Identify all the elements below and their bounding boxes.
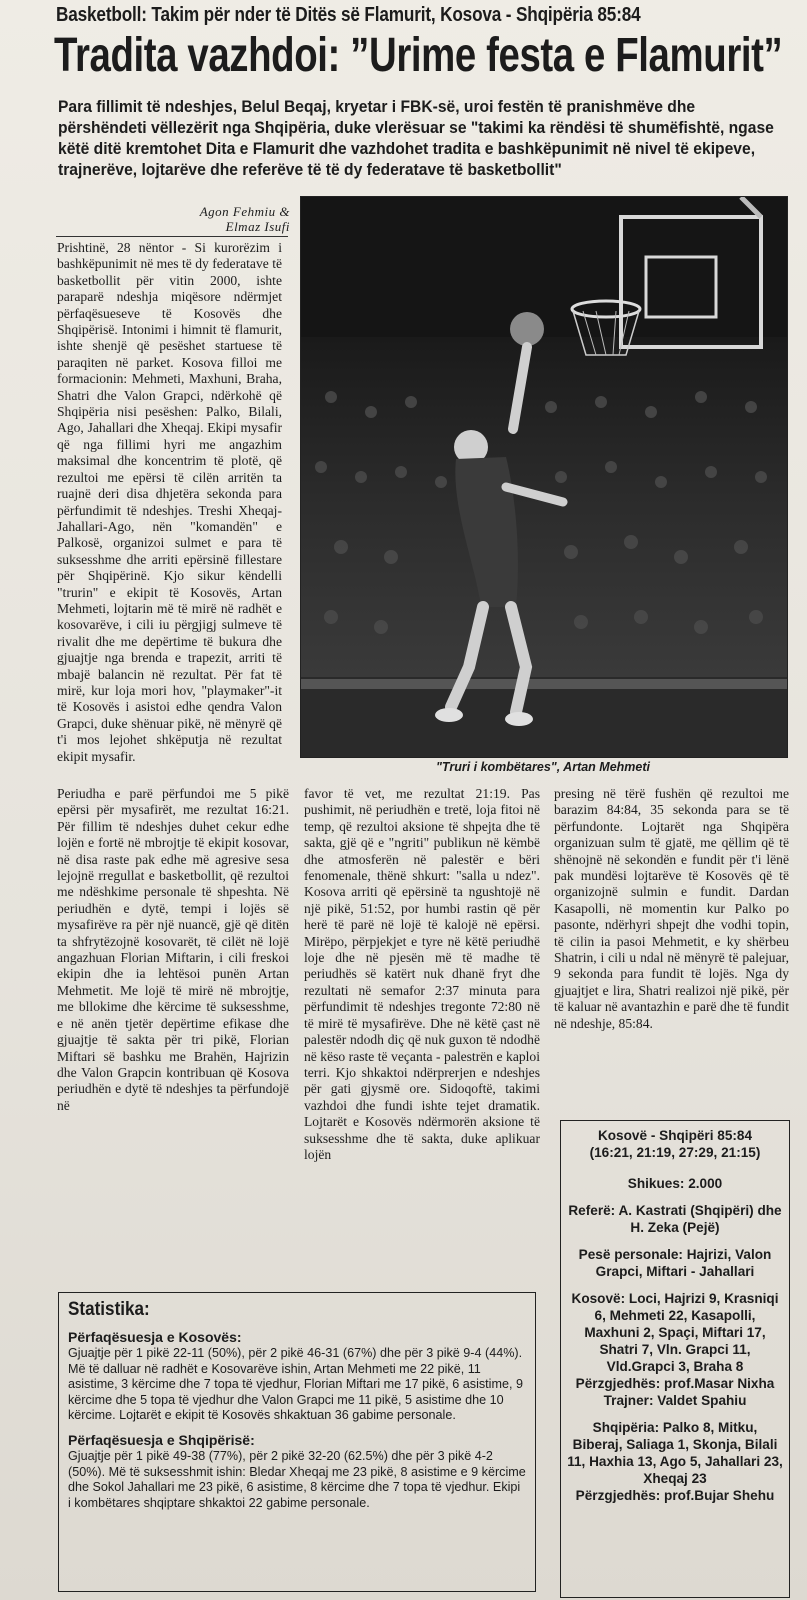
body-text: Periudha e parë përfundoi me 5 pikë epërsi për mysafirët, me rezultat 16:21. Për fillim të ndeshjes duhet cekur edhe lojën e fortë në mbrojtje të ekipit kosovar, në disa raste pak edhe më agresive sesa lejojnë rregullat e basketbollit, që rezultoi me ndëshkime personale të shpeshta. Në periudhën e dytë, tempi i lojës së mysafirëve ra për një nuancë, gjë që ditën ta shfrytëzojnë kosovarët, të cilët në lojë angazhuan Florian Miftarin, i cili freskoi ekipin dhe ia lehtësoi punën Artan Mehmetit. Me lojë të mirë në mbrojtje, me bllokime dhe kërcime të suksesshme, e në anën tjetër depërtime efikase dhe gjuajtje të sakta për tri pikë, Florian Miftari së bashku me Brahën, Hajrizin dhe Valon Grapcin kontribuan që Kosova periudhën e dytë të ndeshjes ta përfundojë në	[57, 786, 289, 1113]
kosova-players: Kosovë: Loci, Hajrizi 9, Krasniqi 6, Mehmeti 22, Kasapolli, Maxhuni 2, Spaçi, Miftari 17, Shatri 7, Vln. Grapci 11, Vld.Grapci 3, Braha 8	[571, 1291, 779, 1374]
body-text: Prishtinë, 28 nëntor - Si kurorëzim i bashkëpunimit në mes të dy federatave të basketbollit për vitin 2000, ishte paraparë ndeshja miqësore ndërmjet përfaqësueseve të Kosovës dhe Shqipërisë. Intonimi i himnit të flamurit, ishte shenjë që pesëshet startuese të paraqiten në parket. Kosova filloi me formacionin: Mehmeti, Maxhuni, Braha, Shatri dhe Valon Grapci, ndërkohë që Shqipëria nisi pesëshen: Palko, Bilali, Ago, Jahallari dhe Xheqaj. Ekipi mysafir që nga fillimi hyri me angazhim maksimal dhe koncentrim të plotë, që rezultoi me epërsi të cilën arritën ta ruajnë deri disa dhjetëra sekonda para përfundimit të ndeshjes. Treshi Xheqaj-Jahallari-Ago, nën "komandën" e Palkosë, organizoi sulmet e para të suksesshme dhe arriti epërsinë fillestare për Shqipërinë. Kjo sikur këndelli "trurin" e ekipit të Kosovës, Artan Mehmeti, lojtarin më të mirë në radhët e kosovarëve, i cili iu përgjigj sulmeve të rivalit dhe me depërtime të bukura dhe gjuajtje nga brenda e trapezit, arriti të mbajë balancin në rezultat. Për fat të mirë, kur loja mori hov, "playmaker"-it të Kosovës i asistoi edhe qendra Valon Grapci, duke shënuar pikë, në mënyrë që t'i mos lejohet shkëputja në rezultat ekipit mysafir.	[57, 240, 282, 764]
statistics-title: Statistika:	[68, 1299, 150, 1320]
photo-caption: "Truri i kombëtares", Artan Mehmeti	[436, 760, 650, 774]
kosova-selector: Përzgjedhës: prof.Masar Nixha	[575, 1376, 775, 1391]
body-column-3	[554, 786, 789, 1032]
fouled-out: Pesë personale: Hajrizi, Valon Grapci, Miftari - Jahallari	[578, 1247, 772, 1279]
albania-stats-title: Përfaqësuesja e Shqipërisë:	[68, 1431, 255, 1448]
article-headline: Tradita vazhdoi: ”Urime festa e Flamurit”	[54, 29, 783, 82]
match-score-header	[567, 1127, 783, 1161]
body-column-1-top	[57, 240, 282, 765]
referees: Referë: A. Kastrati (Shqipëri) dhe H. Zeka (Pejë)	[568, 1203, 782, 1235]
albania-lineup	[567, 1419, 783, 1504]
article-lead: Para fillimit të ndeshjes, Belul Beqaj, kryetar i FBK-së, uroi festën të pranishmëve dhe përshëndeti vëllezërit nga Shqipëria, duke vlerësuar se "takimi ka rëndësi të shumëfishtë, ngase këtë ditë kremtohet Dita e Flamurit dhe vazhdohet tradita e bashkëpunimit në nivel të ekipeve, trajnerëve, lojtarëve dhe referëve të të dy federatave të basketbollit"	[58, 97, 774, 179]
body-text: presing në tërë fushën që rezultoi me barazim 84:84, 35 sekonda para se të përfundonte. Lojtarët nga Shqipëra organizuan sulm të gjatë, me qëllim që të shënojnë në sekondën e fundit për t'i lënë pak mundësi lojtarëve të Kosovës që të organizojnë sulmin e fundit. Dardan Kasapolli, në momentin kur Palko po pasonte, ndërhyri shpejt dhe vodhi topin, të cilin ia pasoi Mehmetit, e ky shërbeu Shatrin, i cili u ndal në mënyrë të palejuar, 9 sekonda para fundit të lojës. Nga dy gjuajtjet e lira, Shatri realizoi një pikë, për të kaluar në avantazhin e parë dhe të fundit në ndeshje, 85:84.	[554, 786, 789, 1031]
statistics-box	[58, 1292, 536, 1592]
albania-selector: Përzgjedhës: prof.Bujar Shehu	[575, 1488, 775, 1503]
body-column-1-bottom	[57, 786, 289, 1114]
kosova-lineup	[567, 1290, 783, 1409]
spectators: Shikues: 2.000	[627, 1176, 723, 1191]
byline-rule	[56, 236, 288, 237]
article-kicker: Basketboll: Takim për nder të Ditës së Flamurit, Kosova - Shqipëria 85:84	[56, 4, 641, 26]
kosova-stats-text: Gjuajtje për 1 pikë 22-11 (50%), për 2 pikë 46-31 (67%) dhe për 3 pikë 9-4 (44%). Më të dalluar në radhët e Kosovarëve ishin, Artan Mehmeti me 22 pikë, 11 asistime, 3 kërcime dhe 7 topa të vjedhur, Florian Miftari me 17 pikë, 6 asistime, 9 kërcime dhe 5 topa të vjedhur dhe Valon Grapci me 11 pikë, 5 asistime dhe 10 kërcime. Lojtarët e ekipit të Kosovës shkaktuan 36 gabime personale.	[68, 1346, 523, 1423]
match-score: Kosovë - Shqipëri 85:84	[597, 1128, 753, 1143]
kosova-stats-title: Përfaqësuesja e Kosovës:	[68, 1329, 242, 1345]
byline-author-2: Elmaz Isufi	[225, 219, 290, 234]
photo-illustration	[301, 197, 787, 757]
body-text: favor të vet, me rezultat 21:19. Pas pushimit, në periudhën e tretë, loja fitoi në temp, që rezultoi aksione të shpejta dhe të sakta, gjë që e "ngriti" publikun në këmbë dhe atmosferën në palestër e bëri fenomenale, thënë shkurt: "salla u ndez". Kosova arriti që epërsinë ta ngushtojë në një pikë, 51:52, por humbi rastin që për herë të parë në lojë të kalojë në epërsi. Mirëpo, përpjekjet e tyre në këtë periudhë loje dhe në pjesën më të madhe të periudhës së katërt nuk dhanë fryt dhe rezultati në semafor 2:37 minuta para përfundimit të ndeshjes tregonte 72:80 në të mirë të mysafirëve. Dhe në këtë çast në palestër ndodh diç që nuk guxon të ndodhë në këso raste të veçanta - palestrën e kaploi terri. Kjo shkaktoi ndërprerjen e ndeshjes për gati gjysmë ore. Sidoqoftë, takimi vazhdoi dhe fundi ishte tejet dramatik. Lojtarët e Kosovës ndërmorën aksione të suksesshme dhe të sakta, duke aplikuar lojën	[304, 786, 540, 1162]
kosova-coach: Trajner: Valdet Spahiu	[603, 1393, 747, 1408]
period-scores: (16:21, 21:19, 27:29, 21:15)	[589, 1145, 761, 1160]
byline	[70, 204, 290, 234]
basketball-photo	[300, 196, 788, 758]
albania-players: Shqipëria: Palko 8, Mitku, Biberaj, Saliaga 1, Skonja, Bilali 11, Haxhia 13, Ago 5, Jahallari 23, Xheqaj 23	[567, 1420, 783, 1486]
albania-stats-text: Gjuajtje për 1 pikë 49-38 (77%), për 2 pikë 32-20 (62.5%) dhe për 3 pikë 4-2 (50%). Më të suksesshmit ishin: Bledar Xheqaj me 23 pikë, 8 asistime e 9 kërcime dhe Sokol Jahallari me 23 pikë, 6 asistime, 8 kërcime dhe 7 topa të vjedhur. Ekipi i kombëtares shqiptare shkaktoi 22 gabime personale.	[68, 1448, 526, 1510]
byline-author-1: Agon Fehmiu &	[199, 204, 290, 219]
body-column-2	[304, 786, 540, 1163]
match-info-box	[560, 1120, 790, 1598]
